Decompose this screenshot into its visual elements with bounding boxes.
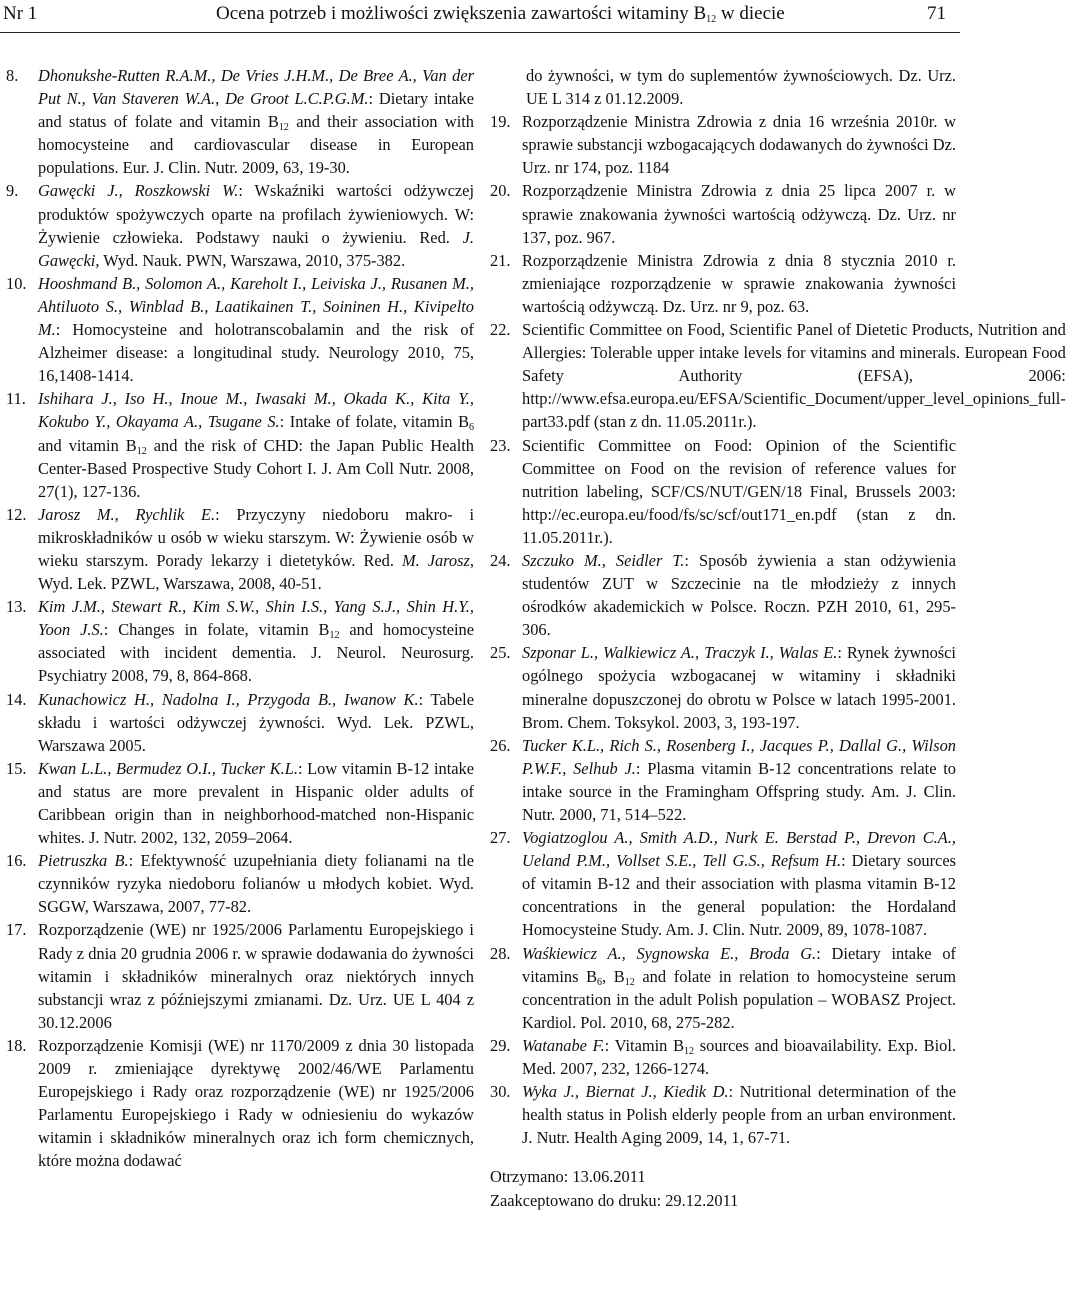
reference-authors: Kim J.M., Stewart R., Kim S.W., Shin I.S., Yang S.J., Shin H.Y., Yoon J.S. xyxy=(38,597,474,640)
reference-item xyxy=(490,826,956,941)
reference-body: and their association with homocysteine and cardiovascular disease in European populations. Eur. J. Clin. Nutr. 2009, 63, 19-30. xyxy=(38,112,475,178)
reference-body: : Plasma vitamin B-12 concentrations relate to intake source in the Framingham Offspring study. Am. J. Clin. Nutr. 2000, 71, 514–522. xyxy=(522,758,957,824)
reference-text xyxy=(38,757,474,849)
reference-text xyxy=(38,272,474,387)
reference-body: Rozporządzenie Komisji (WE) nr 1170/2009 z dnia 30 listopada 2009 r. zmieniające dyrektywę 2002/46/WE Parlamentu Europejskiego i Rady oraz rozporządzenie (WE) nr 1925/2006 Parlamentu Europejskiego i Rady w odniesieniu do wykazów witamin i składników mineralnych oraz ich form chemicznych, które można dodawać xyxy=(38,1035,474,1171)
running-title-subscript: 12 xyxy=(706,14,717,25)
reference-number: 15. xyxy=(6,758,27,778)
reference-text xyxy=(522,734,956,826)
reference-item xyxy=(490,641,956,733)
reference-text xyxy=(38,387,474,502)
running-title xyxy=(216,0,785,28)
reference-body: : Tabele składu i wartości odżywczej żywności. Wyd. Lek. PZWL, Warszawa 2005. xyxy=(38,689,474,755)
reference-body: Scientific Committee on Food, Scientific Panel of Dietetic Products, Nutrition and Allergies: Tolerable upper intake levels for vitamins and minerals. European Food Safety Authority (EFSA), 2006: http://www.efsa.europa.eu/EFSA/Scientific_Document/upper_level_opinions_full-part33.pdf (stan z dn. 11.05.2011r.). xyxy=(522,320,1066,432)
reference-body: : Sposób żywienia a stan odżywienia studentów ZUT w Szczecinie na tle młodzieży z innych ośrodków akademickich w Polsce. Roczn. PZH 2010, 61, 295-306. xyxy=(522,550,956,640)
reference-text xyxy=(38,503,474,595)
reference-item xyxy=(490,110,956,179)
reference-item xyxy=(6,1034,474,1173)
reference-number: 27. xyxy=(490,828,511,848)
reference-body: and the risk of CHD: the Japan Public Health Center-Based Prospective Study Cohort I. J. Am Coll Nutr. 2008, 27(1), 127-136. xyxy=(38,435,474,501)
reference-number: 20. xyxy=(490,181,511,201)
reference-body: : Changes in folate, vitamin B xyxy=(103,620,330,640)
reference-item xyxy=(490,434,956,549)
reference-text xyxy=(38,918,474,1033)
reference-number: 24. xyxy=(490,550,511,570)
reference-body: : Homocysteine and holotranscobalamin and the risk of Alzheimer disease: a longitudinal study. Neurology 2010, 75, 16,1408-1414. xyxy=(38,320,474,386)
reference-item xyxy=(490,734,956,826)
reference-text xyxy=(522,318,1066,433)
reference-number: 26. xyxy=(490,735,511,755)
reference-body: : Rynek żywności ogólnego spożycia wzbogacanej w witaminy i składniki mineralne dopuszczonej do obrotu w Polsce w latach 1995-2001. Brom. Chem. Toksykol. 2003, 3, 193-197. xyxy=(522,643,956,732)
reference-item xyxy=(6,595,474,687)
reference-body: : Dietary sources of vitamin B-12 and their association with plasma vitamin B-12 concentrations in the general population: the Hordaland Homocysteine Study. Am. J. Clin. Nutr. 2009, 89, 1078-1087. xyxy=(522,851,956,940)
reference-body: Rozporządzenie Ministra Zdrowia z dnia 25 lipca 2007 r. w sprawie znakowania żywności wartością odżywczą. Dz. Urz. nr 137, poz. 967. xyxy=(522,181,956,247)
reference-body: , B xyxy=(602,966,625,986)
reference-item xyxy=(6,272,474,387)
page-number-left: Nr 1 xyxy=(3,3,38,24)
reference-text xyxy=(522,434,956,549)
reference-item xyxy=(6,387,474,502)
reference-authors: Ishihara J., Iso H., Inoue M., Iwasaki M., Okada K., Kita Y., Kokubo Y., Okayama A., Tsugane S. xyxy=(38,389,474,432)
reference-item xyxy=(6,503,474,595)
reference-number: 9. xyxy=(6,181,19,201)
received-date: Otrzymano: 13.06.2011 xyxy=(490,1167,646,1187)
reference-text xyxy=(522,826,956,941)
reference-authors: Watanabe F. xyxy=(522,1035,605,1055)
reference-body: sources and bioavailability. Exp. Biol. Med. 2007, 232, 1266-1274. xyxy=(522,1035,957,1079)
reference-authors: Vogiatzoglou A., Smith A.D., Nurk E. Berstad P., Drevon C.A., Ueland P.M., Vollset S.E., Tell G.S., Refsum H. xyxy=(522,828,956,871)
reference-body: , Wyd. Nauk. PWN, Warszawa, 2010, 375-382. xyxy=(95,250,406,270)
reference-body: and homocysteine associated with incident dementia. J. Neurol. Neurosurg. Psychiatry 2008, 79, 8, 864-868. xyxy=(38,620,474,686)
header-rule xyxy=(0,32,960,33)
running-title-text-end: w diecie xyxy=(716,3,785,24)
reference-authors: Hooshmand B., Solomon A., Kareholt I., Leiviska J., Rusanen M., Ahtiluoto S., Winblad B., Laatikainen T., Soininen H., Kivipelto M. xyxy=(38,273,474,340)
subscript: 12 xyxy=(684,1045,695,1057)
reference-item xyxy=(6,179,474,271)
reference-number: 18. xyxy=(6,1035,27,1055)
reference-item xyxy=(6,918,474,1033)
reference-body: : Nutritional determination of the health status in Polish elderly people from an urban environment. J. Nutr. Health Aging 2009, 14, 1, 67-71. xyxy=(522,1082,956,1148)
reference-list-right xyxy=(490,110,1066,1149)
reference-number: 14. xyxy=(6,689,27,709)
reference-item xyxy=(490,549,956,641)
reference-text xyxy=(38,688,474,757)
reference-body: : Efektywność uzupełniania diety folianami na tle czynników ryzyka niedoboru folianów u młodych kobiet. Wyd. SGGW, Warszawa, 2007, 77-82. xyxy=(38,851,474,917)
reference-number: 25. xyxy=(490,643,511,663)
reference-authors: Gawęcki J., Roszkowski W. xyxy=(38,181,239,201)
reference-number: 21. xyxy=(490,250,511,270)
reference-text xyxy=(38,64,474,179)
article-dates xyxy=(490,1165,956,1211)
accepted-date: Zaakceptowano do druku: 29.12.2011 xyxy=(490,1190,739,1210)
reference-authors: Szczuko M., Seidler T. xyxy=(522,550,685,570)
reference-item xyxy=(490,1080,956,1149)
reference-editor: M. Jarosz xyxy=(401,550,470,570)
reference-item xyxy=(490,249,956,318)
running-title-text: Ocena potrzeb i możliwości zwiększenia zawartości witaminy B xyxy=(216,3,707,24)
reference-body: : Vitamin B xyxy=(604,1035,685,1055)
running-header xyxy=(0,0,960,34)
reference-text xyxy=(522,641,956,733)
reference-authors: Tucker K.L., Rich S., Rosenberg I., Jacques P., Dallal G., Wilson P.W.F., Selhub J. xyxy=(522,735,956,778)
reference-authors: Dhonukshe-Rutten R.A.M., De Vries J.H.M., De Bree A., Van der Put N., Van Staveren W.A., De Groot L.C.P.G.M. xyxy=(38,66,474,109)
reference-number: 8. xyxy=(6,66,19,85)
reference-authors: Kwan L.L., Bermudez O.I., Tucker K.L. xyxy=(38,758,298,778)
reference-number: 10. xyxy=(6,273,27,293)
reference-authors: Jarosz M., Rychlik E. xyxy=(38,504,216,524)
reference-item xyxy=(490,942,956,1034)
reference-item xyxy=(6,757,474,849)
subscript: 6 xyxy=(469,422,474,434)
subscript: 12 xyxy=(329,630,340,642)
reference-body: : Low vitamin B-12 intake and status are more prevalent in Hispanic older adults of Caribbean origin than in neighborhood-matched non-Hispanic whites. J. Nutr. 2002, 132, 2059–2064. xyxy=(38,758,474,848)
reference-body: , Wyd. Lek. PZWL, Warszawa, 2008, 40-51. xyxy=(38,550,474,594)
reference-number: 11. xyxy=(6,389,26,409)
reference-number: 30. xyxy=(490,1082,511,1102)
reference-text xyxy=(522,249,956,318)
subscript: 12 xyxy=(136,445,147,457)
page-number-right: 71 xyxy=(927,3,946,24)
reference-body: : Dietary intake of vitamins B xyxy=(522,943,956,986)
reference-column-right xyxy=(490,64,1066,1212)
reference-column-left xyxy=(6,64,474,1173)
reference-editor: J. Gawęcki xyxy=(38,227,474,270)
reference-body: and vitamin B xyxy=(38,435,137,455)
reference-body: Scientific Committee on Food: Opinion of the Scientific Committee on Food on the revision of reference values for nutrition labeling, SCF/CS/NUT/GEN/18 Final, Brussels 2003: http://ec.europa.eu/food/fs/sc/scf/out171_en.pdf (stan z dn. 11.05.2011r.). xyxy=(522,435,956,547)
reference-authors: Kunachowicz H., Nadolna I., Przygoda B., Iwanow K. xyxy=(38,689,419,709)
reference-body: and folate in relation to homocysteine serum concentration in the adult Polish population – WOBASZ Project. Kardiol. Pol. 2010, 68, 275-282. xyxy=(522,966,956,1032)
reference-body: : Dietary intake and status of folate and vitamin B xyxy=(38,89,474,132)
reference-text xyxy=(522,179,956,248)
subscript: 12 xyxy=(278,122,289,134)
reference-body: Rozporządzenie Ministra Zdrowia z dnia 8 stycznia 2010 r. zmieniające rozporządzenie w sprawie znakowania żywności wartością odżywczą. Dz. Urz. nr 9, poz. 63. xyxy=(522,250,956,316)
reference-authors: Wyka J., Biernat J., Kiedik D. xyxy=(522,1082,729,1102)
subscript: 6 xyxy=(597,976,603,988)
reference-body: : Wskaźniki wartości odżywczej produktów spożywczych oparte na profilach żywieniowych. W: Żywienie człowieka. Podstawy nauki o żywieniu. Red. xyxy=(38,181,474,247)
reference-text xyxy=(38,1034,474,1173)
reference-text xyxy=(38,179,474,271)
reference-text xyxy=(522,942,956,1034)
reference-body: Rozporządzenie Ministra Zdrowia z dnia 16 września 2010r. w sprawie substancji wzbogacających dodawanych do żywności Dz. Urz. nr 174, poz. 1184 xyxy=(522,112,956,178)
reference-body: Rozporządzenie (WE) nr 1925/2006 Parlamentu Europejskiego i Rady z dnia 20 grudnia 2006 r. w sprawie dodawania do żywności witamin i składników mineralnych oraz niektórych innych substancji wraz z późniejszymi zmianami. Dz. Urz. UE L 404 z 30.12.2006 xyxy=(38,920,474,1032)
reference-continuation: do żywności, w tym do suplementów żywnościowych. Dz. Urz. UE L 314 z 01.12.2009. xyxy=(526,66,956,109)
reference-number: 12. xyxy=(6,504,27,524)
reference-item xyxy=(6,688,474,757)
reference-text xyxy=(38,849,474,918)
subscript: 12 xyxy=(624,976,635,988)
reference-text xyxy=(38,595,474,687)
reference-text xyxy=(522,1080,956,1149)
reference-item xyxy=(490,179,956,248)
reference-number: 16. xyxy=(6,851,27,871)
reference-item xyxy=(490,318,1066,433)
reference-number: 22. xyxy=(490,320,511,340)
reference-item xyxy=(6,849,474,918)
reference-number: 23. xyxy=(490,435,511,455)
reference-item xyxy=(490,1034,956,1080)
reference-text xyxy=(522,110,956,179)
reference-authors: Pietruszka B. xyxy=(38,851,129,871)
reference-authors: Waśkiewicz A., Sygnowska E., Broda G. xyxy=(522,943,817,963)
reference-authors: Szponar L., Walkiewicz A., Traczyk I., Walas E. xyxy=(522,643,838,663)
reference-number: 29. xyxy=(490,1035,511,1055)
reference-number: 19. xyxy=(490,112,511,132)
reference-number: 17. xyxy=(6,920,27,940)
reference-text xyxy=(522,1034,956,1080)
reference-body: : Intake of folate, vitamin B xyxy=(279,412,469,432)
reference-item xyxy=(6,64,474,179)
reference-text xyxy=(522,549,956,641)
reference-number: 13. xyxy=(6,597,27,617)
reference-number: 28. xyxy=(490,943,511,963)
reference-body: : Przyczyny niedoboru makro- i mikroskładników u osób w wieku starszym. W: Żywienie osób w wieku starszym. Porady lekarzy i dietetyków. Red. xyxy=(38,504,474,570)
